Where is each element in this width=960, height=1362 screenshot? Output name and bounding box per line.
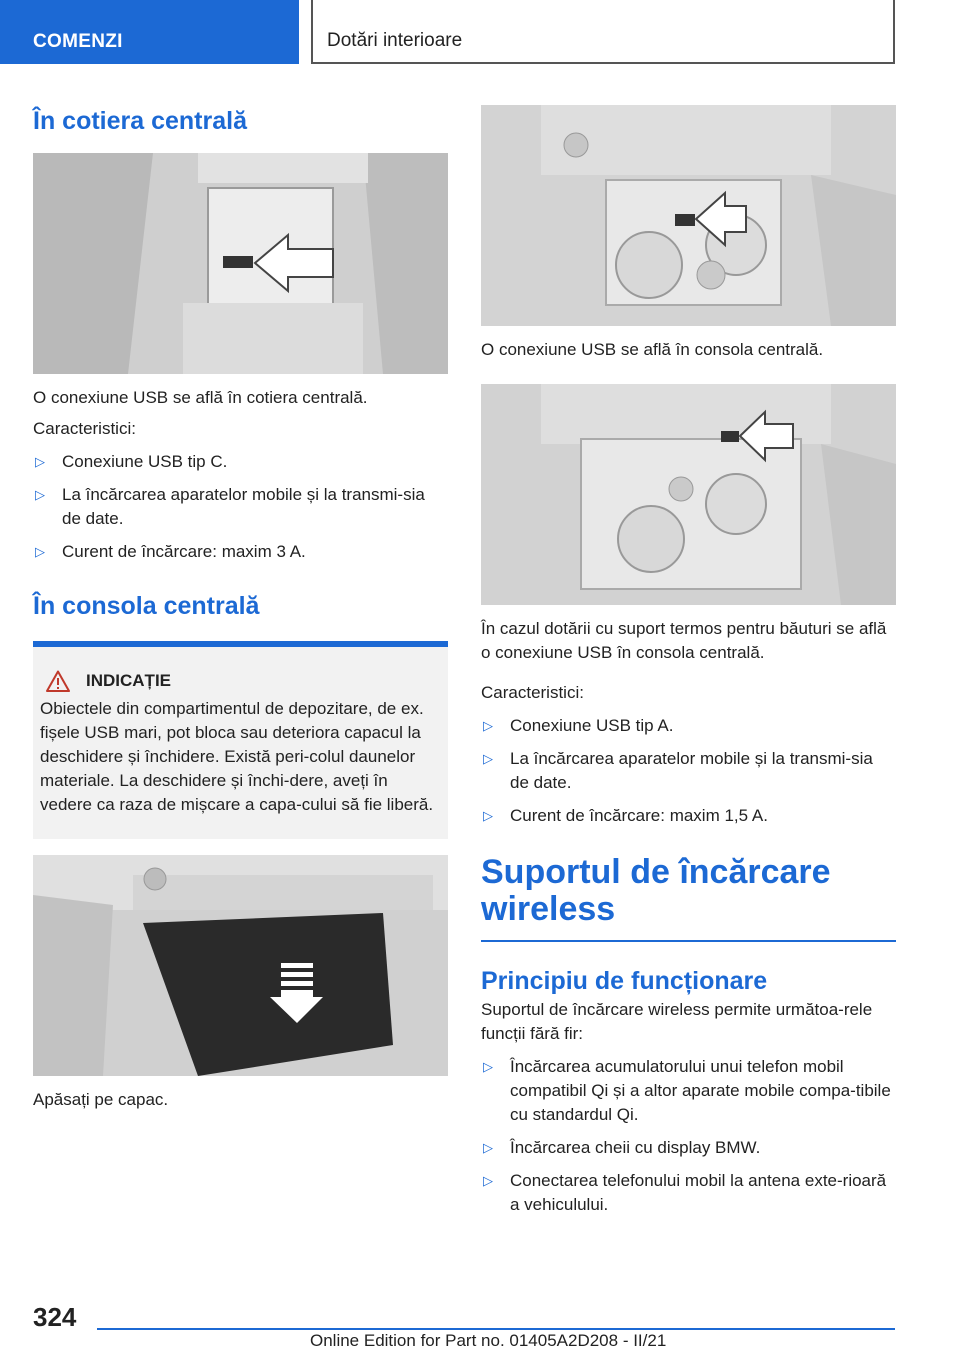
list-item: ▷ Conectarea telefonului mobil la antena exte-rioară a vehiculului.: [483, 1171, 887, 1214]
list-item: ▷ Încărcarea acumulatorului unui telefon mobil compatibil Qi și a altor aparate mobile compa-tibile cu standardul Qi.: [483, 1057, 891, 1124]
photo-armrest-usb: [33, 153, 448, 374]
notice-title: INDICAȚIE: [86, 671, 171, 690]
notice-box: [33, 647, 448, 839]
photo-thermos-usb: [481, 384, 896, 605]
triangle-right-icon: ▷: [35, 454, 45, 469]
triangle-right-icon: ▷: [35, 544, 45, 559]
wireless-functions-list: [481, 1055, 896, 1217]
list-item: ▷ Conexiune USB tip A.: [481, 714, 896, 738]
list-item: ▷ Curent de încărcare: maxim 1,5 A.: [481, 804, 896, 828]
chapter-rule: [481, 940, 896, 942]
triangle-right-icon: ▷: [483, 1173, 493, 1188]
photo-console-lid: [33, 855, 448, 1076]
right-column: [481, 105, 896, 1217]
caption-console-usb: O conexiune USB se află în consola centrală.: [481, 340, 824, 359]
features-label-console: Caracteristici:: [481, 683, 584, 702]
list-item: ▷ Încărcarea cheii cu display BMW.: [481, 1136, 896, 1160]
section-title-armrest: În cotiera centrală: [33, 107, 247, 135]
notice-text: Obiectele din compartimentul de depozitare, de ex. fișele USB mari, pot bloca sau deteriora capacul la deschidere și închidere. Există peri-colul daunelor materiale. La deschidere și închi-dere, aveți în vedere ca raza de mișcare a capa-cului să fie liberă.: [40, 699, 434, 814]
chapter-title-wireless: Suportul de încărcare wireless: [481, 853, 831, 928]
triangle-right-icon: ▷: [483, 1059, 493, 1074]
triangle-right-icon: ▷: [483, 751, 493, 766]
list-item: ▷ Conexiune USB tip C.: [33, 450, 448, 474]
features-list-armrest: [33, 450, 448, 564]
left-column: [33, 100, 448, 1112]
list-item: ▷ La încărcarea aparatelor mobile și la transmi-sia de date.: [483, 749, 873, 792]
section-title-console: În consola centrală: [33, 592, 260, 620]
triangle-right-icon: ▷: [483, 718, 493, 733]
caption-armrest: O conexiune USB se află în cotiera centrală.: [33, 388, 368, 407]
list-item: ▷ La încărcarea aparatelor mobile și la transmi-sia de date.: [35, 485, 425, 528]
chapter-tab: COMENZI: [0, 0, 299, 64]
features-list-console: [481, 714, 896, 828]
caption-console-lid: Apăsați pe capac.: [33, 1090, 169, 1109]
footer-edition: Online Edition for Part no. 01405A2D208 - II/21: [310, 1331, 667, 1350]
triangle-right-icon: ▷: [483, 808, 493, 823]
footer-rule: [97, 1328, 895, 1330]
features-label-armrest: Caracteristici:: [33, 419, 136, 438]
wireless-intro: Suportul de încărcare wireless permite următoa-rele funcții fără fir:: [481, 1000, 873, 1043]
chapter-title: Dotări interioare: [311, 0, 895, 64]
page-number: 324: [33, 1302, 77, 1332]
subsection-title-principle: Principiu de funcționare: [481, 967, 768, 995]
caption-thermos-usb: În cazul dotării cu suport termos pentru băuturi se află o conexiune USB în consola centrală.: [481, 619, 887, 662]
notice-header: [40, 669, 441, 693]
triangle-right-icon: ▷: [483, 1140, 493, 1155]
photo-console-usb: [481, 105, 896, 326]
triangle-right-icon: ▷: [35, 487, 45, 502]
warning-triangle-icon: [46, 670, 70, 692]
list-item: ▷ Curent de încărcare: maxim 3 A.: [33, 540, 448, 564]
